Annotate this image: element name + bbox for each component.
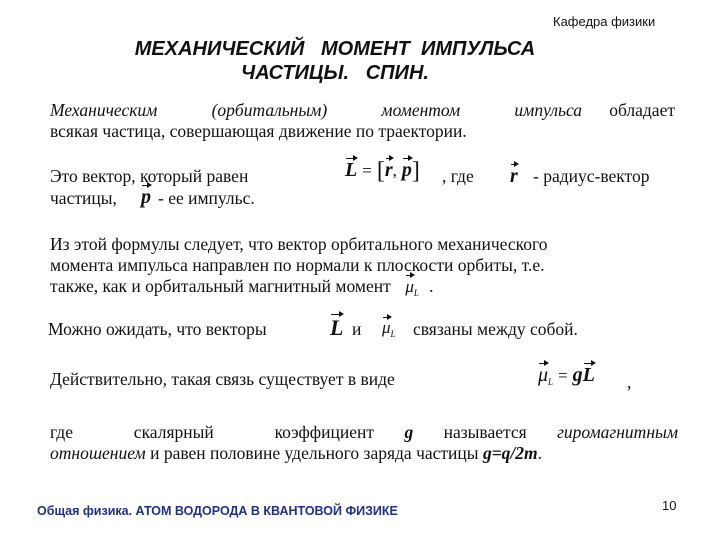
formula-mu-gL (538, 364, 595, 387)
slide-title (60, 37, 610, 85)
department-label: Кафедра физики (553, 14, 656, 29)
text-dot: . (429, 276, 434, 296)
text-fragment: где скалярный коэффициент (50, 422, 375, 442)
math-g: g (572, 364, 583, 386)
math-sub-L: L (413, 288, 419, 298)
text-indeed: Действительно, такая связь существует в виде (50, 369, 395, 389)
text-fragment: обладает (609, 100, 675, 120)
paragraph-gyromagnetic (50, 422, 678, 464)
text-dot: . (537, 443, 543, 463)
italic-term: Механическим (орбитальным) моментом импульса (50, 100, 583, 120)
math-p: p (401, 159, 412, 181)
italic-term: гиромагнитным (557, 422, 679, 442)
title-line-1: МЕХАНИЧЕСКИЙ МОМЕНТ ИМПУЛЬСА (134, 38, 536, 60)
formula-L-cross (345, 158, 420, 185)
math-p-standalone: p (141, 186, 151, 208)
text-expectation: Можно ожидать, что векторы (48, 319, 267, 339)
text-related: связаны между собой. (413, 319, 578, 339)
paragraph-gyromagnetic-line2 (50, 443, 678, 464)
text-radius-vector: - радиус-вектор (533, 166, 650, 186)
paragraph-definition (50, 100, 675, 142)
text-where: , где (442, 166, 474, 186)
text-comma: , (627, 372, 632, 392)
formula-mu-L-2 (382, 318, 396, 339)
italic-term: отношением (50, 443, 146, 463)
math-r-standalone: r (510, 165, 518, 187)
text-vector-def: Это вектор, который равен (50, 166, 249, 186)
paragraph-gyromagnetic-line1 (50, 422, 678, 443)
paragraph-consequence-line3 (50, 276, 680, 304)
math-L-2: L (582, 364, 595, 386)
text-and: и (352, 319, 362, 339)
footer-course-title: Общая физика. АТОМ ВОДОРОДА В КВАНТОВОЙ ФИЗИКЕ (37, 504, 398, 518)
math-mu-2: μ (382, 318, 391, 337)
math-L: L (345, 159, 358, 181)
math-sub-L-2: L (390, 329, 396, 339)
math-r: r (384, 159, 393, 181)
paragraph-consequence (50, 234, 680, 304)
paragraph-definition-line1 (50, 100, 675, 121)
text-momentum: - ее импульс. (158, 188, 255, 208)
paragraph-consequence-line1: Из этой формулы следует, что вектор орбитального механического (50, 234, 548, 254)
bracket-close: ] (411, 158, 420, 184)
math-eq: = (362, 161, 372, 180)
formula-mu-L (395, 276, 429, 304)
formula-r (510, 165, 518, 188)
math-L-vector: L (330, 315, 344, 340)
math-comma: , (392, 161, 397, 180)
paragraph-definition-line2: всякая частица, совершающая движение по траектории. (50, 121, 467, 141)
paragraph-consequence-line2: момента импульса направлен по нормали к плоскости орбиты, т.е. (50, 255, 545, 275)
text-particle: частицы, (50, 188, 117, 208)
math-eq-2: = (558, 366, 568, 385)
formula-g-value: g=q/2m (482, 443, 538, 463)
math-mu: μ (405, 277, 414, 296)
formula-L-vector (330, 315, 343, 341)
math-mu-3: μ (538, 364, 549, 386)
page-number: 10 (662, 498, 677, 513)
math-g-inline: g (404, 422, 414, 442)
bracket-open: [ (376, 158, 385, 184)
math-sub-L-3: L (548, 377, 554, 387)
text-fragment: называется (443, 422, 527, 442)
formula-p (141, 186, 151, 209)
text-fragment: также, как и орбитальный магнитный момент (50, 276, 391, 296)
title-line-2: ЧАСТИЦЫ. СПИН. (241, 62, 429, 84)
text-fragment: и равен половине удельного заряда частицы (150, 443, 479, 463)
